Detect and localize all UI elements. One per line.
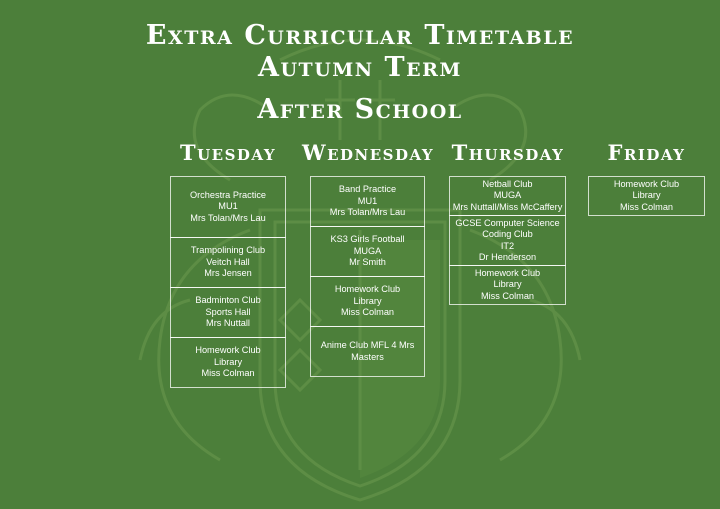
activity-name: Orchestra Practice bbox=[189, 189, 267, 200]
activity-staff: Mrs Tolan/Mrs Lau bbox=[329, 207, 406, 218]
activity-cell bbox=[310, 326, 425, 377]
day-header-tuesday: Tuesday bbox=[179, 140, 277, 165]
wednesday-column bbox=[310, 176, 425, 377]
activity-name: GCSE Computer Science bbox=[455, 217, 560, 228]
activity-cell bbox=[449, 176, 566, 216]
activity-name: Anime Club MFL 4 Mrs bbox=[320, 340, 415, 350]
activity-name: Badminton Club bbox=[195, 295, 261, 306]
activity-location: Library bbox=[632, 190, 661, 201]
activity-location: Sports Hall bbox=[205, 306, 251, 317]
day-header-friday: Friday bbox=[607, 140, 686, 165]
activity-cell bbox=[170, 287, 286, 338]
activity-location: Library bbox=[353, 295, 382, 306]
activity-cell bbox=[170, 237, 286, 288]
activity-location: MUGA bbox=[353, 245, 382, 256]
day-header-thursday: Thursday bbox=[451, 140, 565, 165]
activity-name: Homework Club bbox=[613, 178, 680, 189]
activity-name: Band Practice bbox=[338, 184, 397, 195]
activity-cell bbox=[170, 337, 286, 388]
activity-cell bbox=[310, 276, 425, 327]
activity-cell bbox=[588, 176, 705, 216]
activity-name: Homework Club bbox=[334, 284, 401, 295]
activity-location: Veitch Hall bbox=[206, 256, 250, 267]
activity-location: IT2 bbox=[500, 240, 515, 251]
activity-cell bbox=[449, 265, 566, 305]
activity-name: Trampolining Club bbox=[190, 245, 266, 256]
activity-staff: Miss Colman bbox=[619, 201, 674, 212]
activity-staff: Mrs Jensen bbox=[204, 268, 252, 279]
activity-cell bbox=[310, 226, 425, 277]
activity-location: MU1 bbox=[357, 195, 378, 206]
activity-location: Library bbox=[213, 356, 243, 367]
activity-staff: Masters bbox=[351, 351, 384, 362]
activity-staff: Miss Colman bbox=[201, 368, 255, 379]
activity-subtitle: Coding Club bbox=[482, 229, 533, 239]
activity-name: Netball Club bbox=[482, 178, 533, 189]
activity-staff: Mrs Nuttall/Miss McCaffery bbox=[452, 201, 563, 212]
activity-staff: Dr Henderson bbox=[478, 252, 537, 262]
friday-column bbox=[588, 176, 705, 216]
activity-name: KS3 Girls Football bbox=[330, 234, 405, 245]
activity-location: Library bbox=[493, 279, 522, 290]
activity-staff: Mrs Tolan/Mrs Lau bbox=[190, 212, 266, 223]
activity-name: Homework Club bbox=[195, 345, 261, 356]
activity-location: MUGA bbox=[493, 190, 522, 201]
day-header-wednesday: Wednesday bbox=[302, 140, 435, 165]
activity-staff: Mrs Nuttall bbox=[206, 318, 250, 329]
activity-location: MU1 bbox=[218, 201, 238, 212]
activity-name: Homework Club bbox=[474, 267, 541, 278]
activity-staff: Mr Smith bbox=[349, 257, 386, 268]
activity-cell bbox=[310, 176, 425, 227]
activity-staff: Miss Colman bbox=[480, 290, 535, 301]
thursday-column bbox=[449, 176, 566, 305]
session-subtitle: After School bbox=[257, 94, 463, 125]
activity-cell bbox=[449, 215, 566, 266]
timetable-title: Extra Curricular Timetable bbox=[145, 20, 575, 51]
term-title: Autumn Term bbox=[258, 52, 462, 83]
activity-staff: Miss Colman bbox=[340, 307, 395, 318]
activity-cell bbox=[170, 176, 286, 238]
tuesday-column bbox=[170, 176, 286, 388]
